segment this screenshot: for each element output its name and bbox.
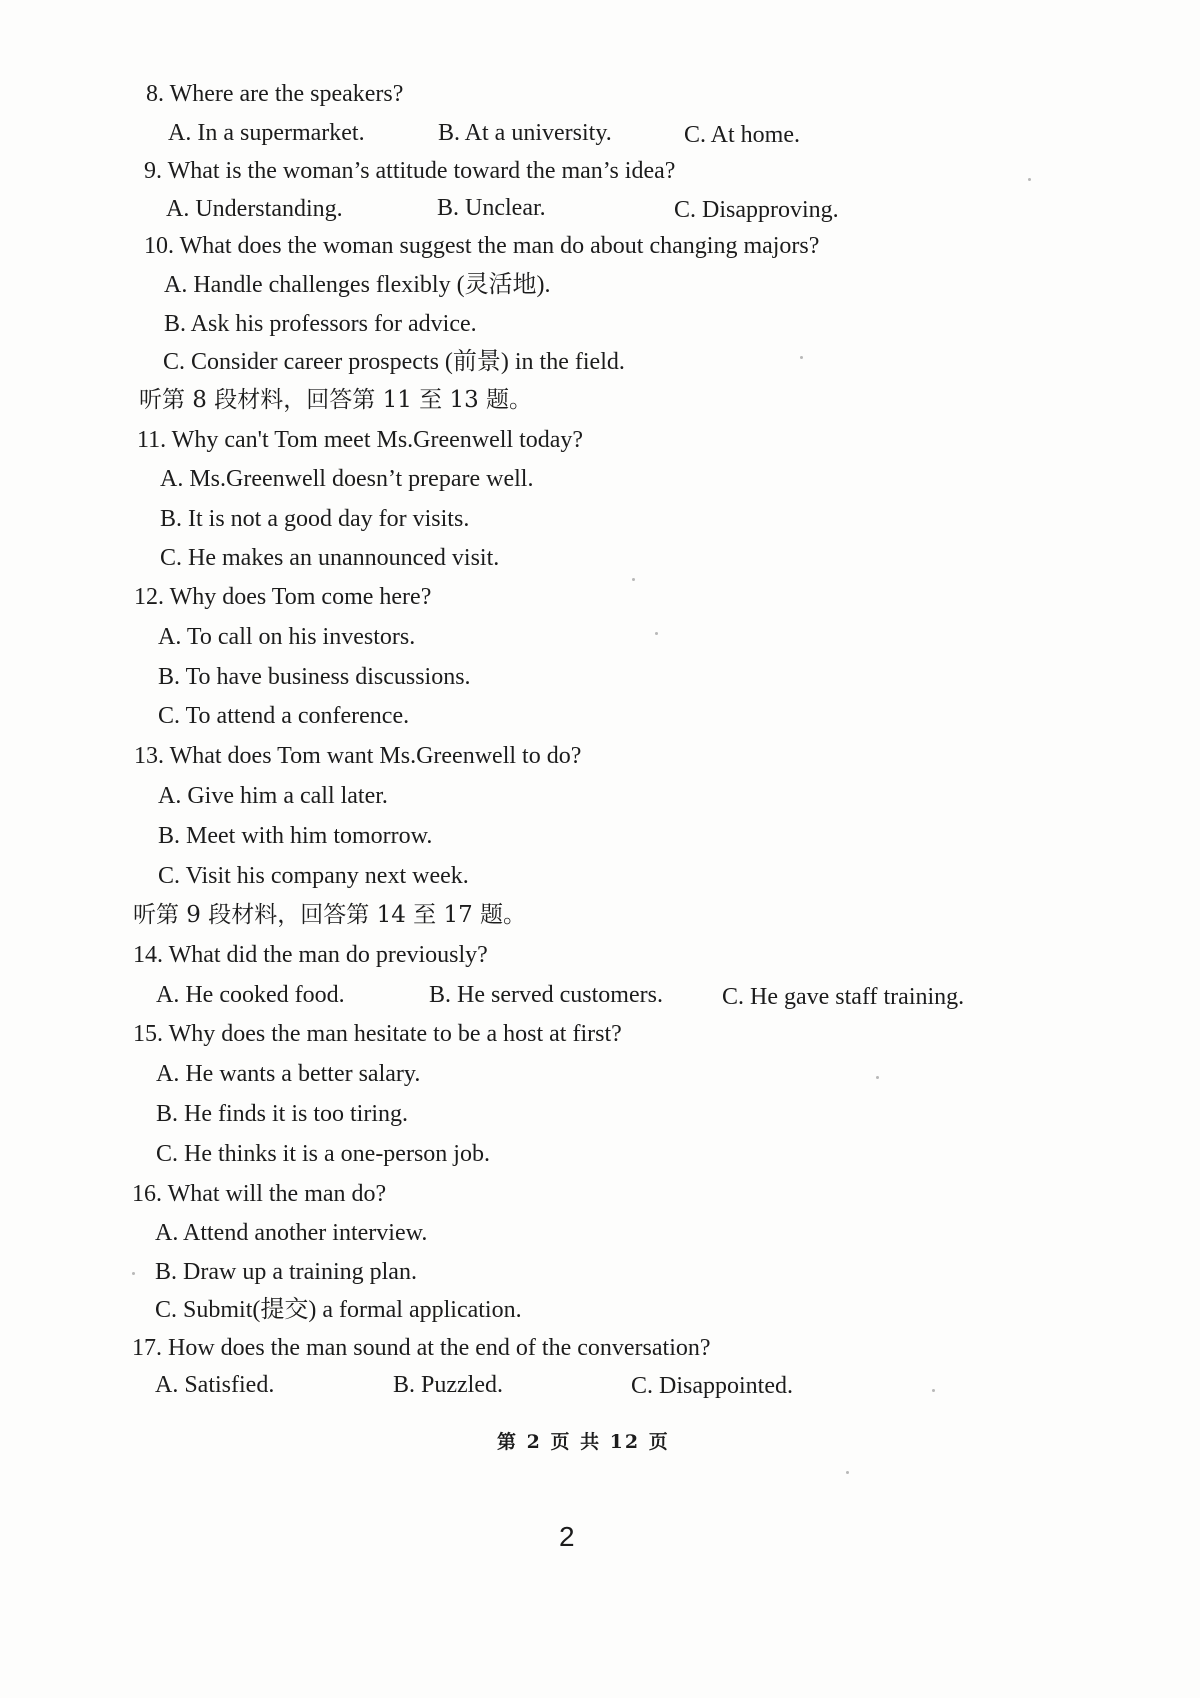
question-14-stem: 14. What did the man do previously? [133, 942, 488, 968]
question-13-stem: 13. What does Tom want Ms.Greenwell to do? [134, 743, 582, 769]
question-16-option-a: A. Attend another interview. [155, 1220, 428, 1246]
question-8-option-b: B. At a university. [438, 120, 612, 146]
page-footer: 第 2 页 共 12 页 [497, 1431, 670, 1453]
question-16-stem: 16. What will the man do? [132, 1181, 387, 1207]
question-10-option-a: A. Handle challenges flexibly (灵活地). [164, 272, 551, 298]
question-15-option-b: B. He finds it is too tiring. [156, 1101, 408, 1127]
question-13-option-c: C. Visit his company next week. [158, 863, 469, 889]
question-11-option-a: A. Ms.Greenwell doesn’t prepare well. [160, 466, 534, 492]
question-12-option-a: A. To call on his investors. [158, 624, 416, 650]
question-17-option-b: B. Puzzled. [393, 1372, 503, 1398]
scan-speck [932, 1389, 935, 1392]
question-15-stem: 15. Why does the man hesitate to be a host at first? [133, 1021, 622, 1047]
question-16-option-c: C. Submit(提交) a formal application. [155, 1297, 522, 1323]
scan-speck [876, 1076, 879, 1079]
question-14-option-b: B. He served customers. [429, 982, 663, 1008]
scan-speck [1028, 178, 1031, 181]
question-12-option-c: C. To attend a conference. [158, 703, 410, 729]
scan-speck [655, 632, 658, 635]
scan-speck [132, 1272, 135, 1275]
question-11-option-c: C. He makes an unannounced visit. [160, 545, 500, 571]
question-9-stem: 9. What is the woman’s attitude toward the man’s idea? [144, 158, 676, 184]
question-13-option-b: B. Meet with him tomorrow. [158, 823, 433, 849]
question-17-option-a: A. Satisfied. [155, 1372, 275, 1398]
question-13-option-a: A. Give him a call later. [158, 783, 388, 809]
question-10-option-c: C. Consider career prospects (前景) in the field. [163, 349, 625, 375]
scan-speck [800, 356, 803, 359]
question-17-option-c: C. Disappointed. [631, 1373, 793, 1399]
question-9-option-a: A. Understanding. [166, 196, 343, 222]
question-14-option-a: A. He cooked food. [156, 982, 345, 1008]
question-12-stem: 12. Why does Tom come here? [134, 584, 432, 610]
question-9-option-b: B. Unclear. [437, 195, 546, 221]
page-number: 2 [559, 1521, 575, 1552]
question-15-option-a: A. He wants a better salary. [156, 1061, 421, 1087]
question-17-stem: 17. How does the man sound at the end of the conversation? [132, 1335, 711, 1361]
question-16-option-b: B. Draw up a training plan. [155, 1259, 417, 1285]
question-10-option-b: B. Ask his professors for advice. [164, 311, 477, 337]
section-heading-8: 听第 8 段材料，回答第 11 至 13 题。 [139, 387, 533, 413]
scan-speck [632, 578, 635, 581]
scan-speck [846, 1471, 849, 1474]
question-12-option-b: B. To have business discussions. [158, 664, 471, 690]
question-10-stem: 10. What does the woman suggest the man do about changing majors? [144, 233, 820, 259]
question-8-option-a: A. In a supermarket. [168, 120, 365, 146]
question-15-option-c: C. He thinks it is a one-person job. [156, 1141, 490, 1167]
section-heading-9: 听第 9 段材料，回答第 14 至 17 题。 [133, 902, 527, 928]
question-11-stem: 11. Why can't Tom meet Ms.Greenwell today? [137, 427, 584, 453]
question-11-option-b: B. It is not a good day for visits. [160, 506, 470, 532]
question-8-stem: 8. Where are the speakers? [146, 81, 404, 107]
question-9-option-c: C. Disapproving. [674, 197, 839, 223]
question-14-option-c: C. He gave staff training. [722, 984, 965, 1010]
question-8-option-c: C. At home. [684, 122, 801, 148]
